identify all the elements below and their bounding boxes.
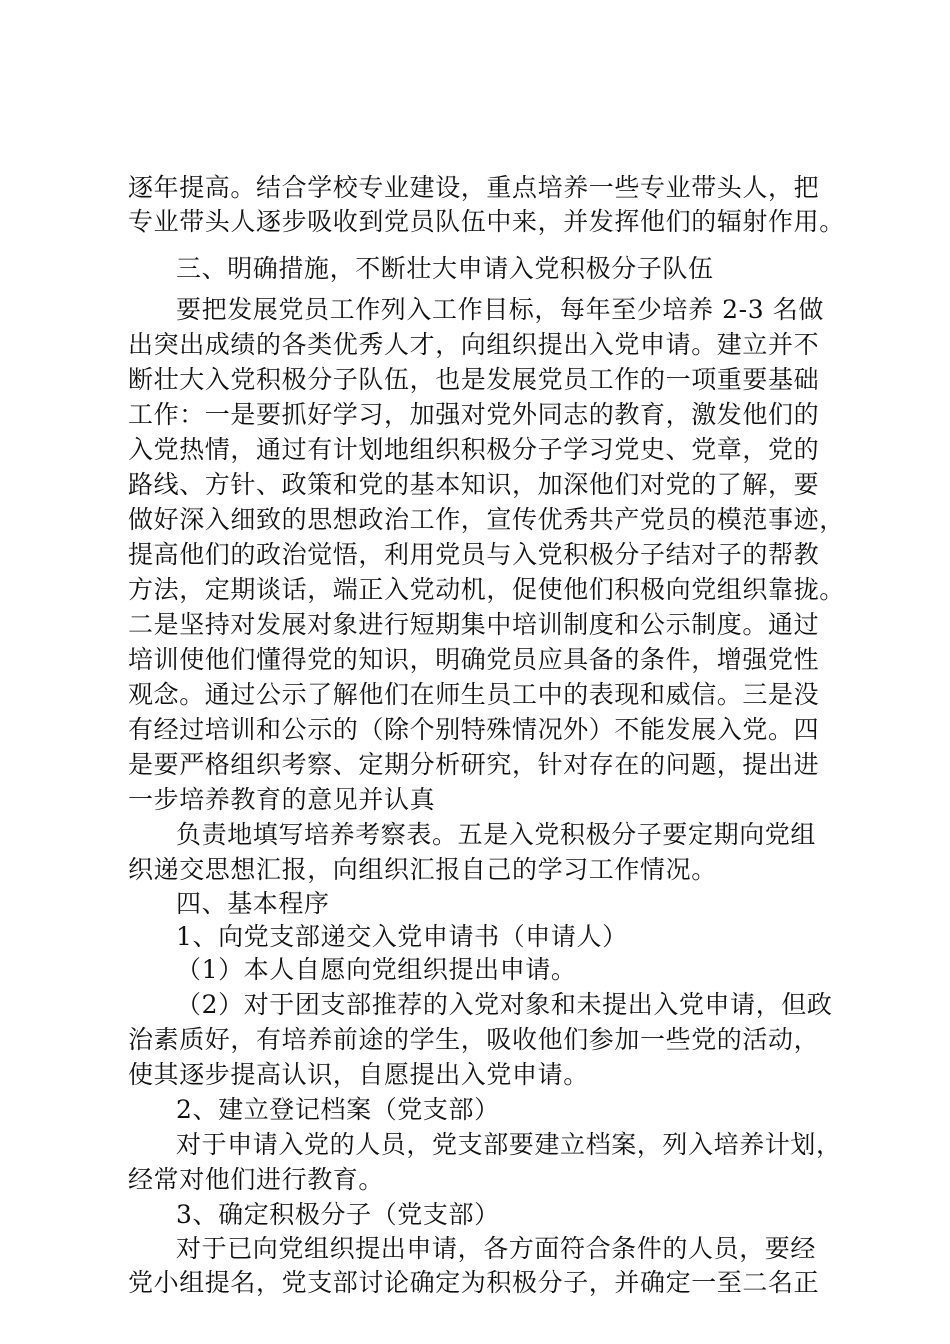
text-line: 要把发展党员工作列入工作目标，每年至少培养 2-3 名做 xyxy=(176,295,824,324)
text-line: 是要严格组织考察、定期分析研究，针对存在的问题，提出进 xyxy=(128,750,820,779)
text-line: 观念。通过公示了解他们在师生员工中的表现和威信。三是没 xyxy=(128,680,820,709)
text-line: 培训使他们懂得党的知识，明确党员应具备的条件，增强党性 xyxy=(128,645,820,674)
subsection-heading: 2、建立登记档案（党支部） xyxy=(176,1095,500,1124)
subsection-heading: 3、确定积极分子（党支部） xyxy=(176,1200,500,1229)
text-line: 出突出成绩的各类优秀人才，向组织提出入党申请。建立并不 xyxy=(128,330,820,359)
text-line: 一步培养教育的意见并认真 xyxy=(128,785,436,814)
section-heading: 四、基本程序 xyxy=(176,889,330,918)
text-line: 专业带头人逐步吸收到党员队伍中来，并发挥他们的辐射作用。 xyxy=(128,207,845,236)
subsection-heading: 1、向党支部递交入党申请书（申请人） xyxy=(176,922,628,951)
text-line: 做好深入细致的思想政治工作，宣传优秀共产党员的模范事迹， xyxy=(128,505,845,534)
text-line: 经常对他们进行教育。 xyxy=(128,1165,385,1194)
text-line: 工作：一是要抓好学习，加强对党外同志的教育，激发他们的 xyxy=(128,400,820,429)
text-line: 使其逐步提高认识，自愿提出入党申请。 xyxy=(128,1060,589,1089)
text-line: 对于申请入党的人员，党支部要建立档案，列入培养计划， xyxy=(176,1130,842,1159)
text-line: 对于已向党组织提出申请，各方面符合条件的人员，要经 xyxy=(176,1234,817,1263)
text-line: （1）本人自愿向党组织提出申请。 xyxy=(176,955,577,984)
text-line: （2）对于团支部推荐的入党对象和未提出入党申请，但政 xyxy=(176,990,833,1019)
text-line: 负责地填写培养考察表。五是入党积极分子要定期向党组 xyxy=(176,820,817,849)
text-line: 路线、方针、政策和党的基本知识，加深他们对党的了解，要 xyxy=(128,470,820,499)
text-line: 入党热情，通过有计划地组织积极分子学习党史、党章，党的 xyxy=(128,435,820,464)
text-line: 逐年提高。结合学校专业建设，重点培养一些专业带头人，把 xyxy=(128,173,820,202)
text-line: 织递交思想汇报，向组织汇报自己的学习工作情况。 xyxy=(128,855,717,884)
text-line: 断壮大入党积极分子队伍，也是发展党员工作的一项重要基础 xyxy=(128,365,820,394)
text-line: 有经过培训和公示的（除个别特殊情况外）不能发展入党。四 xyxy=(128,715,820,744)
section-heading: 三、明确措施，不断壮大申请入党积极分子队伍 xyxy=(176,254,714,283)
text-line: 提高他们的政治觉悟，利用党员与入党积极分子结对子的帮教 xyxy=(128,540,820,569)
text-line: 二是坚持对发展对象进行短期集中培训制度和公示制度。通过 xyxy=(128,610,820,639)
text-line: 党小组提名，党支部讨论确定为积极分子，并确定一至二名正 xyxy=(128,1268,820,1297)
text-line: 方法，定期谈话，端正入党动机，促使他们积极向党组织靠拢。 xyxy=(128,575,845,604)
text-line: 治素质好，有培养前途的学生，吸收他们参加一些党的活动， xyxy=(128,1025,820,1054)
